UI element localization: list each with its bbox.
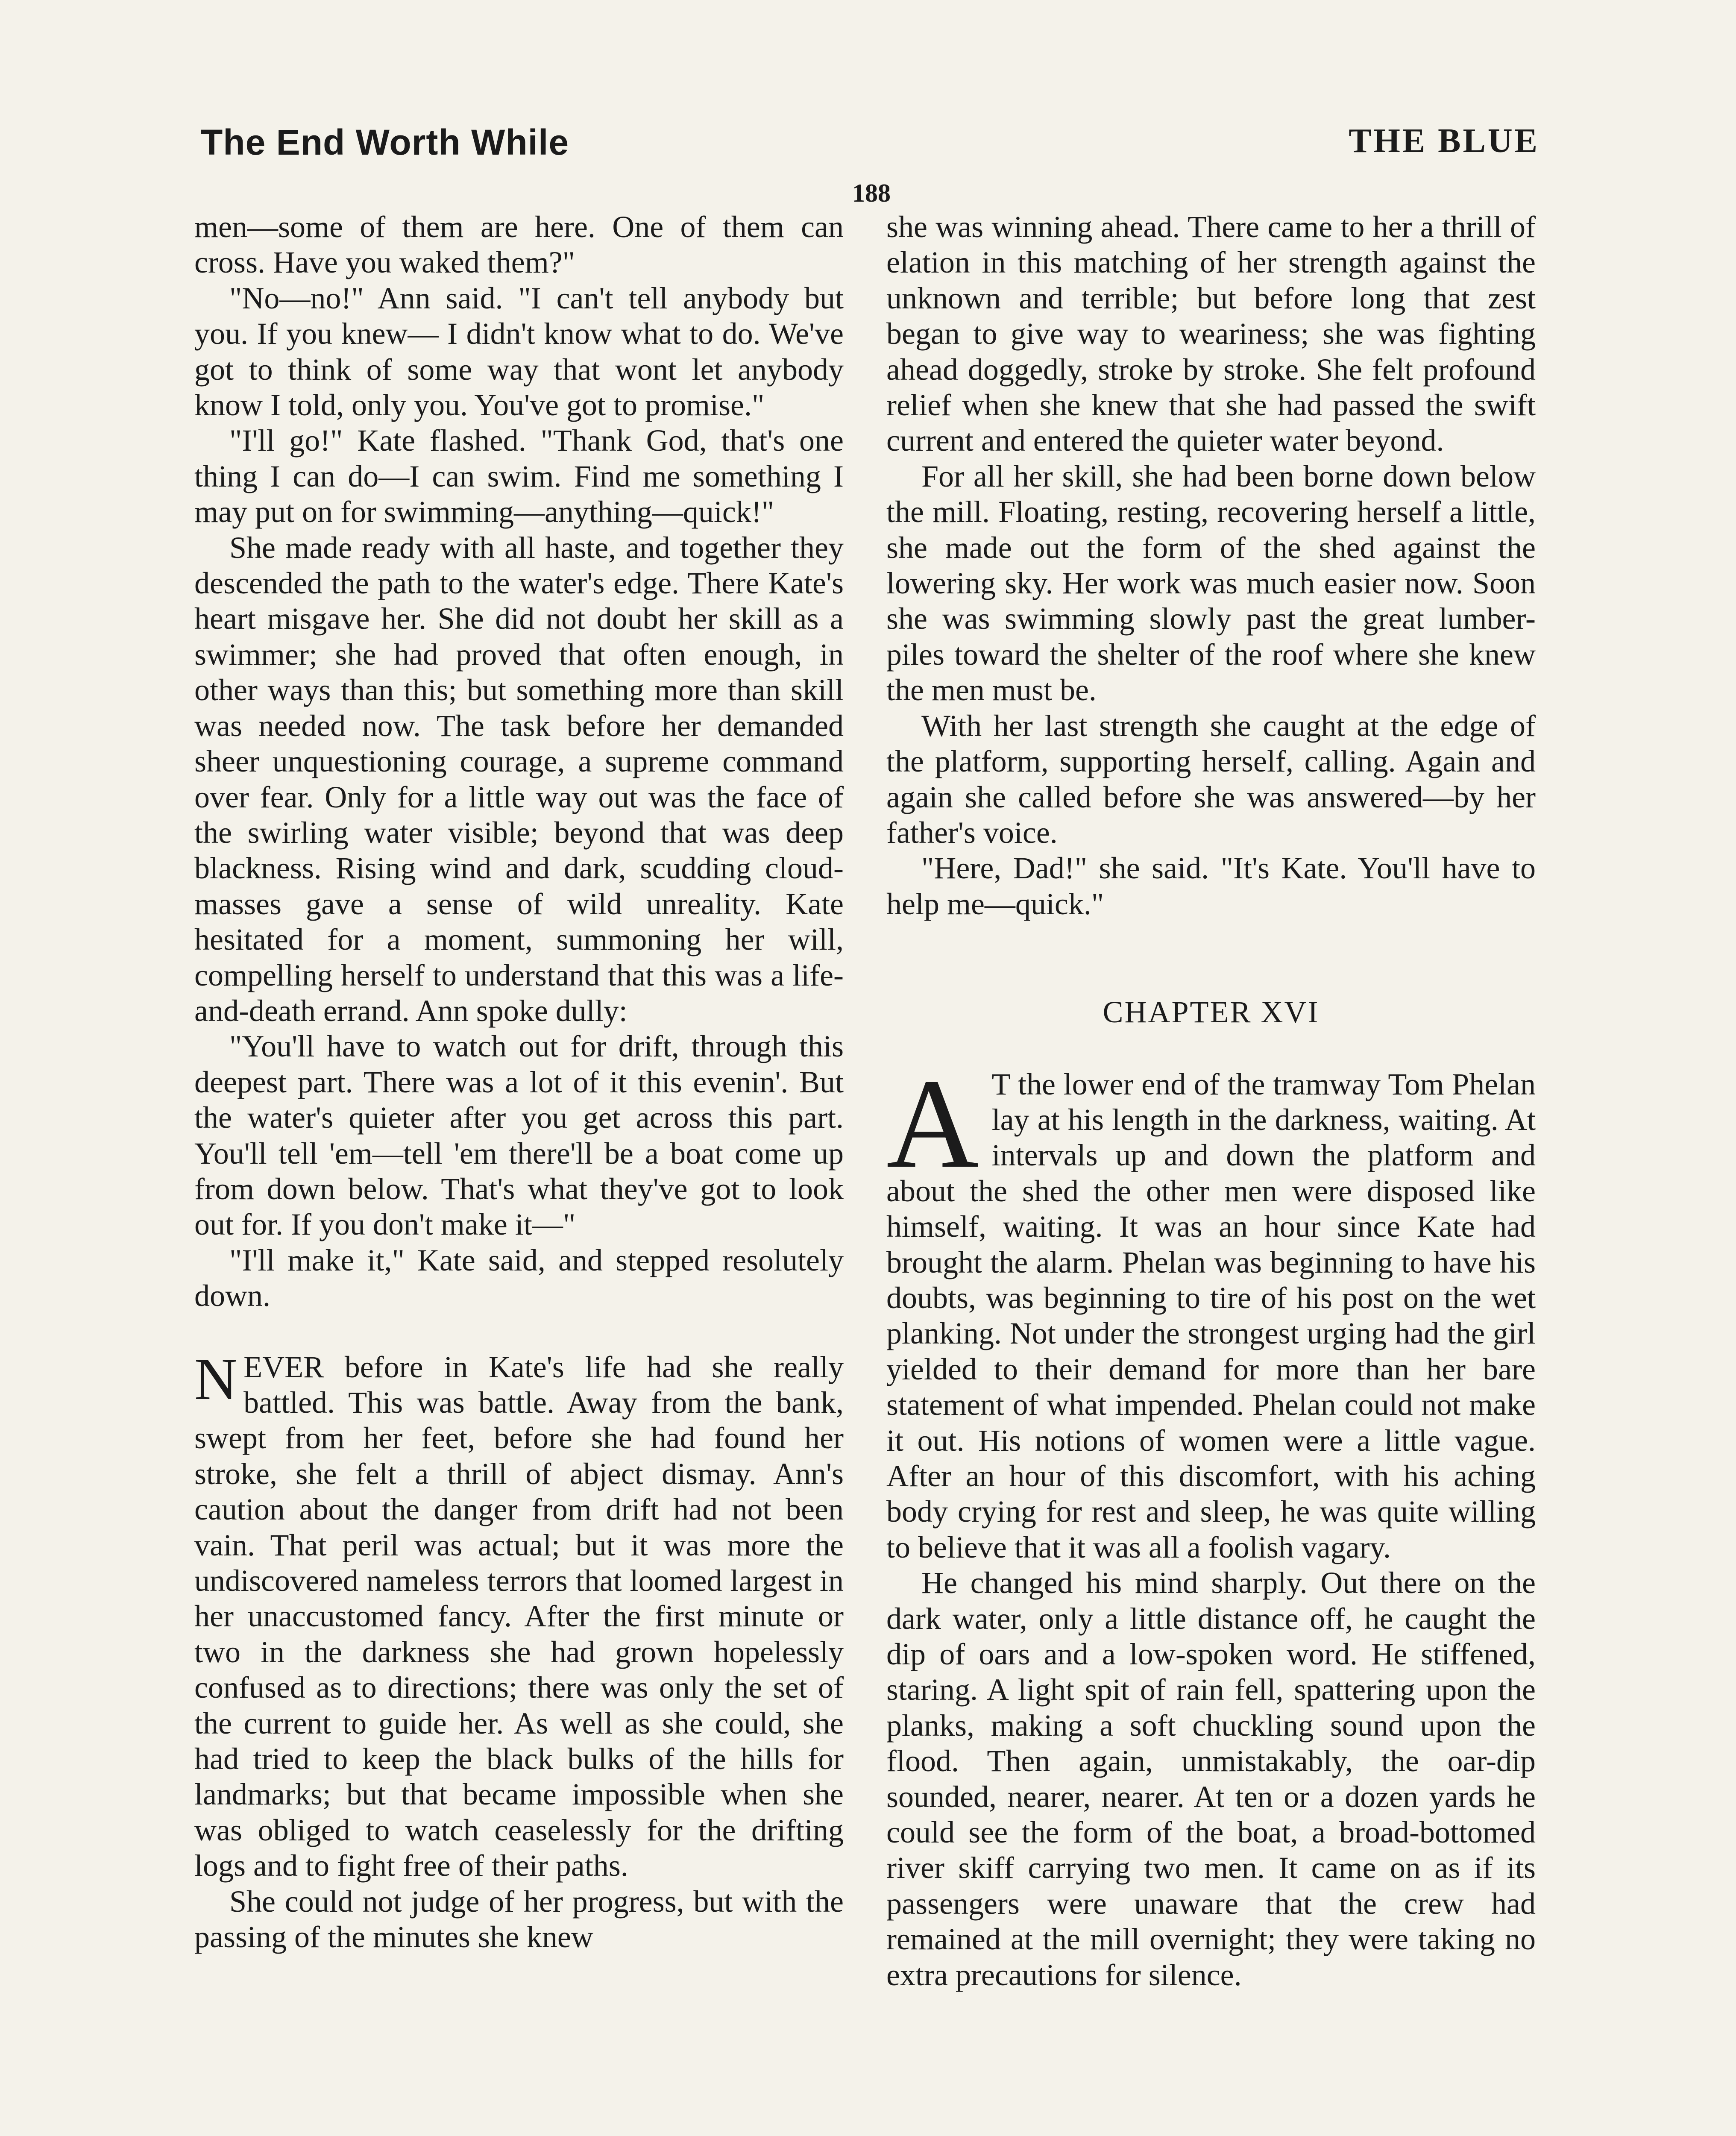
chapter-heading: CHAPTER XVI (1103, 995, 1320, 1030)
left-column (194, 209, 844, 1955)
paragraph: He changed his mind sharply. Out there on the dark water, only a little distance off, he caught the dip of oars and a low-spoken word. He stiffened, staring. A light spit of rain fell, spattering upon the planks, making a soft chuckling sound upon the flood. Then again, unmistakably, the oar-dip sounded, nearer, nearer. At ten or a dozen yards he could see the form of the boat, a broad-bottomed river skiff carrying two men. It came on as if its passengers were unaware that the crew had remained at the mill overnight; they were taking no extra precautions for silence. (886, 1566, 1536, 1992)
paragraph: "No—no!" Ann said. "I can't tell anybody but you. If you knew— I didn't know what to do. We've got to think of some way that wont let anybody know I told, only you. You've got to promise." (194, 281, 844, 423)
paragraph: "Here, Dad!" she said. "It's Kate. You'll have to help me—quick." (886, 851, 1536, 921)
paragraph: "I'll make it," Kate said, and stepped resolutely down. (194, 1243, 844, 1313)
section-opening-text: EVER before in Kate's life had she really battled. This was battle. Away from the bank, swept from her feet, before she had found her stroke, she felt a thrill of abject dismay. Ann's caution about the danger from drift had not been vain. That peril was actual; but it was more the undiscovered nameless terrors that loomed largest in her unaccustomed fancy. After the first minute or two in the darkness she had grown hopelessly confused as to directions; there was only the set of the current to guide her. As well as she could, she had tried to keep the black bulks of the hills for landmarks; but that became impossible when she was obliged to watch ceaselessly for the drifting logs and to fight free of their paths. (194, 1350, 844, 1883)
drop-cap: A (886, 1052, 979, 1194)
paragraph: "You'll have to watch out for drift, through this deepest part. There was a lot of it this evenin'. But the water's quieter after you get across this part. You'll tell 'em—tell 'em there'll be a boat come up from down below. That's what they've got to look out for. If you don't make it—" (194, 1029, 844, 1242)
page-number: 188 (852, 179, 891, 207)
section-divider (194, 1314, 844, 1350)
story-title: The End Worth While (201, 122, 569, 162)
paragraph: she was winning ahead. There came to her a thrill of elation in this matching of her strength against the unknown and terrible; but before long that zest began to give way to weariness; she was fighting ahead doggedly, stroke by stroke. She felt profound relief when she knew that she had passed the swift current and entered the quieter water beyond. (886, 210, 1536, 458)
paragraph: "I'll go!" Kate flashed. "Thank God, that's one thing I can do—I can swim. Find me something I may put on for swimming—anything—quick!" (194, 423, 844, 529)
paragraph: With her last strength she caught at the edge of the platform, supporting herself, calling. Again and again she called before she was answered—by her father's voice. (886, 708, 1536, 850)
paragraph: For all her skill, she had been borne down below the mill. Floating, resting, recovering herself a little, she made out the form of the shed against the lowering sky. Her work was much easier now. Soon she was swimming slowly past the great lumber-piles toward the shelter of the roof where she knew the men must be. (886, 459, 1536, 707)
paragraph: men—some of them are here. One of them can cross. Have you waked them?" (194, 210, 844, 280)
paragraph: She made ready with all haste, and together they descended the path to the water's edge. There Kate's heart misgave her. She did not doubt her skill as a swimmer; she had proved that often enough, in other ways than this; but something more than skill was needed now. The task before her demanded sheer unquestioning courage, a supreme command over fear. Only for a little way out was the face of the swirling water visible; beyond that was deep blackness. Rising wind and dark, scudding cloud-masses gave a sense of wild unreality. Kate hesitated for a moment, summoning her will, compelling herself to understand that this was a life-and-death errand. Ann spoke dully: (194, 530, 844, 1028)
section-opening-paragraph (194, 1346, 844, 1884)
chapter-opening-text: T the lower end of the tramway Tom Phelan lay at his length in the darkness, waiting. At intervals up and down the platform and about the shed the other men were disposed like himself, waiting. It was an hour since Kate had brought the alarm. Phelan was beginning to have his doubts, was beginning to tire of his post on the wet planking. Not under the strongest urging had the girl yielded to their demand for more than her bare statement of what impended. Phelan could not make it out. His notions of women were a little vague. After an hour of this discomfort, with his aching body crying for rest and sleep, he was quite willing to believe that it was all a foolish vagary. (886, 1067, 1536, 1564)
initial-letter: N (194, 1346, 238, 1412)
chapter-opening-paragraph (886, 1052, 1536, 1566)
right-column (886, 209, 1536, 1993)
magazine-name: THE BLUE (1349, 122, 1540, 160)
paragraph: She could not judge of her progress, but with the passing of the minutes she knew (194, 1884, 844, 1954)
